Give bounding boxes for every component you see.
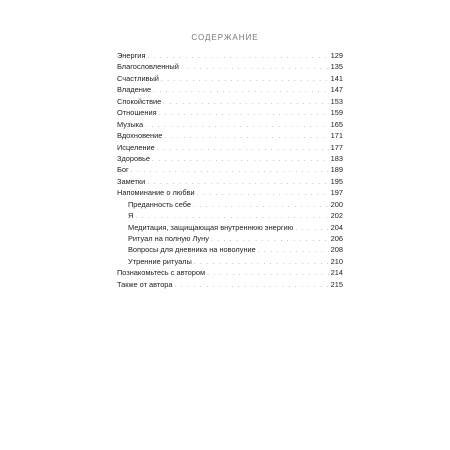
toc-entry-title: Вдохновение [117, 131, 163, 141]
toc-entry [117, 267, 343, 278]
toc-subentry [117, 210, 343, 221]
toc-entry-page: 129 [330, 51, 343, 60]
table-of-contents [117, 50, 343, 290]
toc-entry-page: 200 [330, 199, 343, 209]
dot-leader [295, 224, 328, 235]
toc-subentry [117, 233, 343, 244]
dot-leader [258, 246, 329, 257]
toc-entry-title: Исцеление [117, 142, 155, 152]
toc-entry-title: Здоровье [117, 153, 150, 163]
toc-entry-page: 210 [330, 256, 343, 266]
page-header: СОДЕРЖАНИЕ [191, 33, 259, 42]
dot-leader [152, 155, 329, 166]
dot-leader [157, 144, 329, 155]
toc-subentry [117, 244, 343, 255]
toc-entry-page: 204 [330, 222, 343, 232]
toc-entry-title: Владение [117, 85, 152, 95]
toc-entry-title: Утренние ритуалы [128, 256, 192, 266]
toc-entry-page: 215 [330, 279, 343, 289]
dot-leader [161, 75, 329, 86]
toc-entry [117, 279, 343, 290]
toc-entry [117, 119, 343, 130]
toc-entry-page: 202 [330, 211, 343, 221]
toc-entry [117, 187, 343, 198]
toc-entry [117, 153, 343, 164]
toc-entry-page: 159 [330, 108, 343, 118]
toc-entry-title: Спокойствие [117, 96, 162, 106]
toc-entry-page: 214 [330, 268, 343, 278]
toc-entry-title: Напоминание о любви [117, 188, 195, 198]
toc-entry-page: 197 [330, 188, 343, 198]
dot-leader [193, 201, 329, 212]
toc-subentry [117, 222, 343, 233]
toc-entry-page: 141 [330, 73, 343, 83]
toc-entry-page: 195 [330, 176, 343, 186]
toc-entry-page: 153 [330, 96, 343, 106]
toc-entry-page: 165 [330, 119, 343, 129]
toc-entry-title: Также от автора [117, 279, 173, 289]
toc-entry-title: Счастливый [117, 73, 159, 83]
toc-subentry [117, 199, 343, 210]
dot-leader [181, 63, 329, 74]
toc-subentry [117, 256, 343, 267]
dot-leader [145, 121, 329, 132]
toc-entry-page: 208 [330, 245, 343, 255]
dot-leader [207, 269, 329, 280]
toc-entry-title: Отношения [117, 108, 157, 118]
toc-entry [117, 164, 343, 175]
toc-entry-title: Ритуал на полную Луну [128, 234, 209, 243]
toc-entry-title: Я [128, 211, 134, 221]
toc-entry [117, 73, 343, 84]
toc-entry-title: Благословленный [117, 62, 179, 72]
dot-leader [164, 132, 328, 143]
toc-entry-page: 135 [330, 62, 343, 72]
toc-entry-title: Музыка [117, 119, 144, 129]
toc-entry [117, 176, 343, 187]
toc-entry-title: Бог [117, 165, 129, 175]
toc-entry [117, 61, 343, 72]
toc-entry [117, 84, 343, 95]
toc-entry-page: 189 [330, 165, 343, 175]
dot-leader [175, 281, 329, 292]
toc-entry [117, 96, 343, 107]
toc-entry-title: Познакомьтесь с автором [117, 268, 206, 278]
toc-entry-page: 171 [330, 131, 343, 141]
toc-entry-title: Медитация, защищающая внутреннюю энергию [128, 222, 294, 232]
toc-entry-title: Вопросы для дневника на новолуние [128, 245, 256, 255]
dot-leader [131, 166, 329, 177]
toc-entry [117, 107, 343, 118]
toc-entry [117, 50, 343, 61]
toc-entry-page: 206 [330, 234, 343, 243]
toc-entry [117, 142, 343, 153]
dot-leader [153, 86, 329, 97]
toc-entry-page: 177 [330, 142, 343, 152]
dot-leader [159, 109, 329, 120]
toc-entry-page: 183 [330, 153, 343, 163]
toc-entry-title: Энергия [117, 51, 146, 60]
dot-leader [197, 189, 329, 200]
dot-leader [163, 98, 328, 109]
toc-entry-page: 147 [330, 85, 343, 95]
dot-leader [194, 258, 329, 269]
toc-entry-title: Заметки [117, 176, 146, 186]
toc-entry [117, 130, 343, 141]
toc-entry-title: Преданность себе [128, 199, 192, 209]
